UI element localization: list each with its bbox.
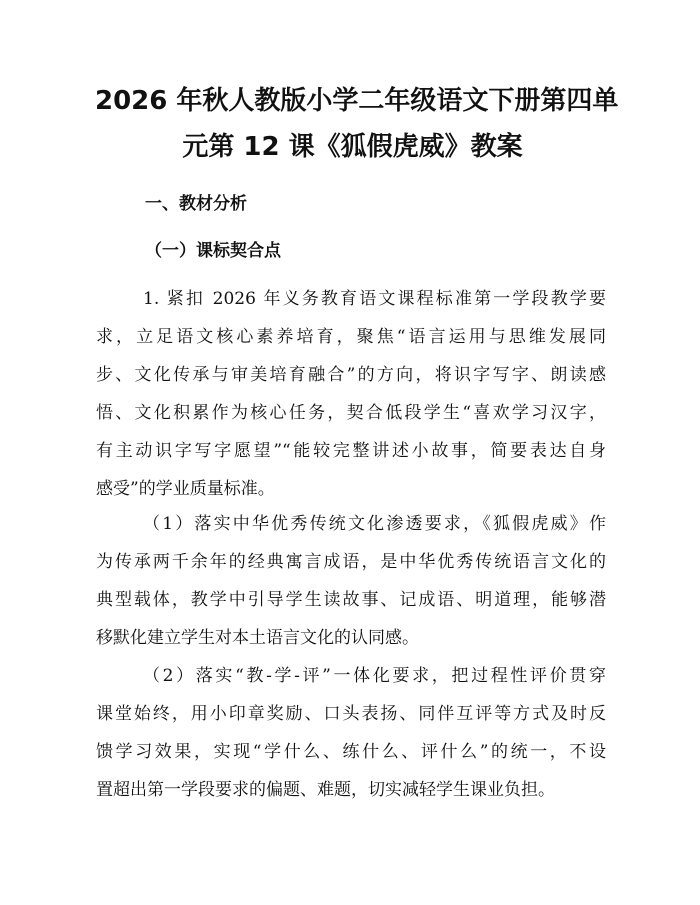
paragraph-line: 求，立足语文核心素养培育，聚焦“语言运用与思维发展同 <box>96 327 606 347</box>
paragraph-line: 1. 紧扣 2026 年义务教育语文课程标准第一学段教学要 <box>143 289 606 309</box>
paragraph-line: 馈学习效果，实现“学什么、练什么、评什么”的统一，不设 <box>96 742 606 762</box>
paragraph-line: 为传承两千余年的经典寓言成语，是中华优秀传统语言文化的 <box>96 552 606 572</box>
paragraph-line: 典型载体，教学中引导学生读故事、记成语、明道理，能够潜 <box>96 590 606 610</box>
subsection-heading: （一）课标契合点 <box>145 241 281 261</box>
paragraph-line: 感受”的学业质量标准。 <box>96 479 275 499</box>
paragraph-traditional-culture <box>96 505 606 657</box>
paragraph-line: （1）落实中华优秀传统文化渗透要求，《狐假虎威》作 <box>143 514 606 534</box>
paragraph-line: 悟、文化积累作为核心任务，契合低段学生“喜欢学习汉字， <box>96 403 606 423</box>
document-title-line2: 元第 12 课《狐假虎威》教案 <box>182 132 523 162</box>
document-title-line1: 2026 年秋人教版小学二年级语文下册第四单 <box>95 86 619 116</box>
paragraph-teach-learn-assess <box>96 657 606 809</box>
paragraph-line: 移默化建立学生对本土语言文化的认同感。 <box>96 628 419 648</box>
paragraph-line: 置超出第一学段要求的偏题、难题，切实减轻学生课业负担。 <box>96 780 555 800</box>
paragraph-line: （2）落实“教-学-评”一体化要求，把过程性评价贯穿 <box>143 666 606 686</box>
paragraph-line: 课堂始终，用小印章奖励、口头表扬、同伴互评等方式及时反 <box>96 704 606 724</box>
paragraph-line: 有主动识字写字愿望”“能较完整讲述小故事，简要表达自身 <box>96 441 606 461</box>
paragraph-curriculum-standard <box>96 280 606 508</box>
section-heading: 一、教材分析 <box>145 194 247 214</box>
paragraph-line: 步、文化传承与审美培育融合”的方向，将识字写字、朗读感 <box>96 365 606 385</box>
